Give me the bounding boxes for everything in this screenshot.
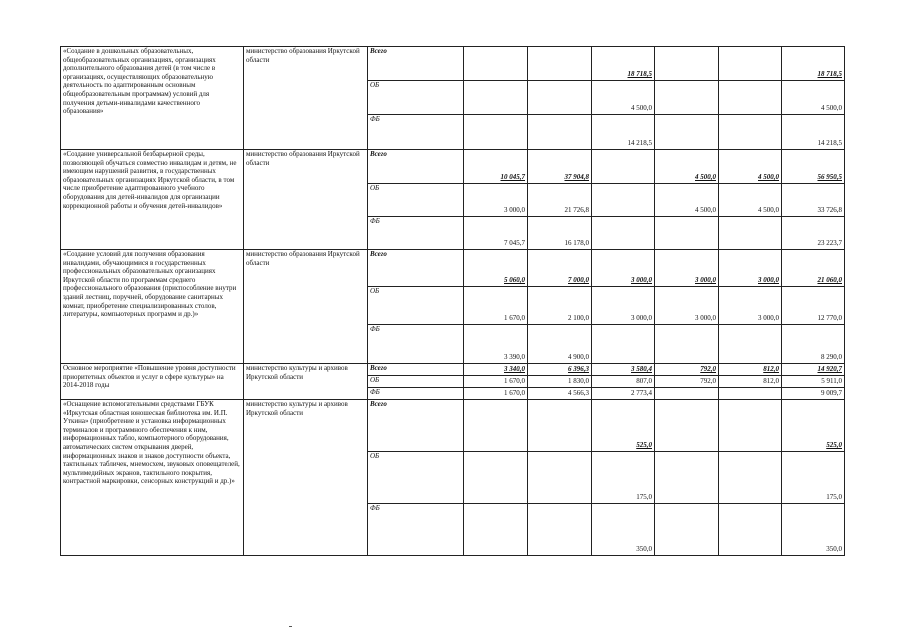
year-value-cell: 18 718,5 <box>592 47 655 81</box>
year-value-cell: 4 500,0 <box>719 184 782 217</box>
year-value-cell <box>528 400 592 452</box>
funding-source-cell: ОБ <box>368 287 464 325</box>
year-value-cell: 1 670,0 <box>464 376 528 388</box>
table-row <box>61 150 845 184</box>
total-value-cell: 5 911,0 <box>782 376 845 388</box>
year-value-cell <box>655 81 719 115</box>
total-value-cell: 14 920,7 <box>782 364 845 376</box>
year-value-cell: 4 500,0 <box>655 150 719 184</box>
total-value-cell: 175,0 <box>782 452 845 504</box>
total-value-cell: 4 500,0 <box>782 81 845 115</box>
year-value-cell <box>719 81 782 115</box>
year-value-cell <box>528 504 592 556</box>
table-row <box>61 47 845 81</box>
year-value-cell: 3 000,0 <box>719 250 782 287</box>
event-name-cell: «Создание универсальной безбарьерной среды, позволяющей обучаться совместно инвалидам и детям, не имеющим нарушений развития, в государственных образовательных организациях Иркутской области, в том числе приобретение адаптированного учебного оборудования для детей-инвалидов для организации коррекционной работы и обучения детей-инвалидов» <box>61 150 244 250</box>
year-value-cell <box>719 388 782 400</box>
year-value-cell <box>655 388 719 400</box>
year-value-cell: 3 340,0 <box>464 364 528 376</box>
executor-cell: министерство образования Иркутской области <box>244 150 368 250</box>
year-value-cell <box>464 115 528 150</box>
year-value-cell: 21 726,8 <box>528 184 592 217</box>
total-value-cell: 9 009,7 <box>782 388 845 400</box>
year-value-cell: 4 500,0 <box>719 150 782 184</box>
year-value-cell: 3 000,0 <box>655 287 719 325</box>
executor-cell: министерство культуры и архивов Иркутской области <box>244 400 368 556</box>
year-value-cell <box>719 452 782 504</box>
year-value-cell: 16 178,0 <box>528 217 592 250</box>
year-value-cell <box>719 115 782 150</box>
year-value-cell: 3 390,0 <box>464 325 528 364</box>
funding-source-cell: ФБ <box>368 504 464 556</box>
year-value-cell <box>464 452 528 504</box>
year-value-cell <box>655 504 719 556</box>
event-name-cell: «Оснащение вспомогательными средствами ГБУК «Иркутская областная юношеская библиотека им. И.П. Уткина» (приобретение и установка информационных терминалов и программного обеспечения к ним, информационных табло, компьютерного оборудования, автоматических систем открывания дверей, информационных знаков и знаков доступности объекта, тактильных табличек, мнемосхем, звуковых оповещателей, мультимедийных экранов, тактильного покрытия, контрастной маркировки, сенсорных конструкций и др.)» <box>61 400 244 556</box>
funding-source-cell: Всего <box>368 250 464 287</box>
year-value-cell <box>719 217 782 250</box>
executor-cell: министерство образования Иркутской области <box>244 250 368 364</box>
year-value-cell <box>528 47 592 81</box>
total-value-cell: 14 218,5 <box>782 115 845 150</box>
table-row <box>61 250 845 287</box>
year-value-cell <box>464 504 528 556</box>
funding-source-cell: Всего <box>368 150 464 184</box>
year-value-cell <box>719 325 782 364</box>
year-value-cell: 14 218,5 <box>592 115 655 150</box>
year-value-cell: 7 045,7 <box>464 217 528 250</box>
year-value-cell: 2 773,4 <box>592 388 655 400</box>
executor-cell: министерство образования Иркутской области <box>244 47 368 150</box>
table-row <box>61 364 845 376</box>
funding-source-cell: ОБ <box>368 81 464 115</box>
year-value-cell <box>719 47 782 81</box>
funding-source-cell: Всего <box>368 47 464 81</box>
funding-source-cell: ОБ <box>368 452 464 504</box>
year-value-cell <box>655 115 719 150</box>
year-value-cell <box>592 217 655 250</box>
table-row <box>61 400 845 452</box>
year-value-cell <box>655 217 719 250</box>
year-value-cell <box>719 400 782 452</box>
year-value-cell <box>464 47 528 81</box>
year-value-cell: 2 100,0 <box>528 287 592 325</box>
year-value-cell <box>655 400 719 452</box>
year-value-cell: 1 670,0 <box>464 388 528 400</box>
year-value-cell <box>528 452 592 504</box>
funding-source-cell: ФБ <box>368 325 464 364</box>
funding-source-cell: ОБ <box>368 184 464 217</box>
total-value-cell: 23 223,7 <box>782 217 845 250</box>
year-value-cell <box>528 115 592 150</box>
year-value-cell <box>464 81 528 115</box>
year-value-cell: 1 670,0 <box>464 287 528 325</box>
year-value-cell: 175,0 <box>592 452 655 504</box>
year-value-cell <box>592 325 655 364</box>
year-value-cell: 3 000,0 <box>655 250 719 287</box>
year-value-cell <box>528 81 592 115</box>
total-value-cell: 18 718,5 <box>782 47 845 81</box>
year-value-cell: 3 000,0 <box>592 250 655 287</box>
year-value-cell <box>592 184 655 217</box>
funding-source-cell: Всего <box>368 364 464 376</box>
total-value-cell: 8 290,0 <box>782 325 845 364</box>
executor-cell: министерство культуры и архивов Иркутской области <box>244 364 368 400</box>
funding-source-cell: Всего <box>368 400 464 452</box>
funding-source-cell: ФБ <box>368 388 464 400</box>
year-value-cell: 4 566,3 <box>528 388 592 400</box>
year-value-cell: 3 000,0 <box>719 287 782 325</box>
year-value-cell: 812,0 <box>719 376 782 388</box>
year-value-cell: 10 045,7 <box>464 150 528 184</box>
event-name-cell: «Создание условий для получения образования инвалидами, обучающимися в государственных профессиональных образовательных организациях Иркутской области по программам среднего профессионального образования (приспособление внутри зданий лестниц, поручней, оборудование санитарных комнат, приобретение специализированных столов, литературы, компьютерных программ и др.)» <box>61 250 244 364</box>
year-value-cell: 1 830,0 <box>528 376 592 388</box>
year-value-cell: 37 904,8 <box>528 150 592 184</box>
year-value-cell: 4 500,0 <box>655 184 719 217</box>
year-value-cell: 3 000,0 <box>592 287 655 325</box>
total-value-cell: 21 060,0 <box>782 250 845 287</box>
event-name-cell: Основное мероприятие «Повышение уровня доступности приоритетных объектов и услуг в сфере культуры» на 2014-2018 годы <box>61 364 244 400</box>
year-value-cell: 792,0 <box>655 376 719 388</box>
year-value-cell: 5 060,0 <box>464 250 528 287</box>
year-value-cell: 4 900,0 <box>528 325 592 364</box>
year-value-cell <box>464 400 528 452</box>
scan-mark <box>289 626 292 627</box>
funding-source-cell: ФБ <box>368 217 464 250</box>
year-value-cell: 3 580,4 <box>592 364 655 376</box>
total-value-cell: 56 950,5 <box>782 150 845 184</box>
year-value-cell: 350,0 <box>592 504 655 556</box>
year-value-cell <box>719 504 782 556</box>
year-value-cell: 3 000,0 <box>464 184 528 217</box>
year-value-cell: 6 396,3 <box>528 364 592 376</box>
event-name-cell: «Создание в дошкольных образовательных, общеобразовательных организациях, организациях дополнительного образования детей (в том числе в организациях, осуществляющих образовательную деятельность по адаптированным основным общеобразовательным программам) условий для получения детьми-инвалидами качественного образования» <box>61 47 244 150</box>
total-value-cell: 525,0 <box>782 400 845 452</box>
year-value-cell: 7 000,0 <box>528 250 592 287</box>
year-value-cell: 812,0 <box>719 364 782 376</box>
year-value-cell: 807,0 <box>592 376 655 388</box>
funding-source-cell: ФБ <box>368 115 464 150</box>
year-value-cell <box>592 150 655 184</box>
year-value-cell <box>655 325 719 364</box>
year-value-cell: 792,0 <box>655 364 719 376</box>
year-value-cell <box>655 452 719 504</box>
year-value-cell: 4 500,0 <box>592 81 655 115</box>
budget-table <box>60 46 845 556</box>
year-value-cell: 525,0 <box>592 400 655 452</box>
funding-source-cell: ОБ <box>368 376 464 388</box>
total-value-cell: 12 770,0 <box>782 287 845 325</box>
total-value-cell: 350,0 <box>782 504 845 556</box>
budget-table-body <box>61 47 845 556</box>
total-value-cell: 33 726,8 <box>782 184 845 217</box>
year-value-cell <box>655 47 719 81</box>
